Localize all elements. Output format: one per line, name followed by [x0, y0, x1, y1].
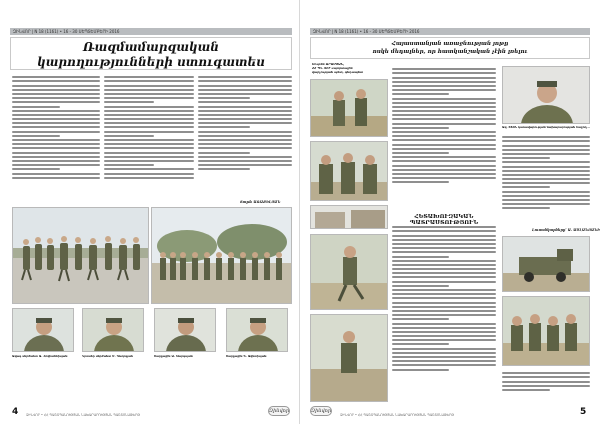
portrait-caption-4: Շարքային Գ. Ավետիսյան	[226, 355, 267, 358]
byline-line-2: ՀՀ ՊՆ ԶՈՒ սպորտային	[312, 67, 353, 70]
left-headline-line2: կարողությունների ստուգատես	[37, 55, 265, 69]
right-subheadline: ՀԵՏԱԽՈՒԶԱԿԱՆ ՊԱՏՐԱՍՏՈՒԹՅՈՒՆ	[409, 214, 479, 226]
field-training-photo	[310, 79, 388, 137]
marching-soldiers-photo	[12, 207, 149, 304]
portrait-caption-2: Կրտսեր սերժանտ Մ. Գևորգյան	[82, 355, 133, 358]
right-text-column-3	[392, 224, 496, 402]
formation-photo	[151, 207, 292, 304]
left-running-head: ԶԻՆՎՈՐ | N 18 (1161) • 16 - 30 ՍԵՊՏԵՄԲԵՐԻ 2016	[10, 28, 292, 35]
left-text-column-3	[198, 74, 292, 200]
left-text-column-1	[12, 74, 100, 200]
byline-line-3: վարչության պետ, գնդապետ	[312, 71, 364, 74]
team-photo	[502, 296, 590, 366]
right-page	[300, 0, 600, 424]
right-signature: Լուսանկարները՝ Ա. ԱՍԼԱՆՅԱՆԻ	[532, 228, 600, 232]
left-headline-line1: Ռազմամարզական	[83, 40, 219, 54]
obstacle-photo	[310, 314, 388, 402]
right-headline-line2: ոսկե մեդալներ, որ հատկանշական չէին լռելու	[372, 49, 528, 55]
portrait-caption-3: Շարքային Ա. Սարգսյան	[154, 355, 193, 358]
runner-photo	[310, 234, 388, 310]
right-page-number: 5	[580, 407, 587, 417]
officer-portrait-photo	[502, 66, 590, 124]
military-vehicle-photo	[502, 236, 590, 292]
left-signature: Տաթև ԱՌԱՔԵԼՅԱՆ	[240, 200, 281, 204]
buildings-photo	[310, 205, 388, 229]
portrait-photo-1	[12, 308, 74, 352]
right-text-column-1	[392, 66, 496, 208]
group-soldiers-photo	[310, 141, 388, 201]
left-logo: Զինվոր	[269, 408, 290, 414]
portrait-photo-3	[154, 308, 216, 352]
portrait-caption-1: Ավագ սերժանտ Ա. Հովհաննիսյան	[12, 355, 68, 358]
right-text-column-4	[502, 370, 590, 402]
left-headline-box	[10, 37, 292, 70]
portrait-photo-4	[226, 308, 288, 352]
right-headline-box	[310, 37, 590, 59]
right-logo: Զինվոր	[311, 408, 332, 414]
officer-portrait-caption: Ավ. ՇՏՈՆ կառավարության նախարարության հաջող...	[502, 126, 590, 129]
right-headline-line1: Հայաստանյան առաջնության յոթը	[391, 41, 509, 47]
right-running-head: ԶԻՆՎՈՐ | N 18 (1161) • 16 - 30 ՍԵՊՏԵՄԲԵՐԻ 2016	[310, 28, 590, 35]
right-footer: ԶԻՆՎՈՐ • ՀՀ ՊԱՇՏՊԱՆՈՒԹՅԱՆ ՆԱԽԱՐԱՐՈՒԹՅԱՆ ՊԱՇՏՈՆԱԹԵՐԹ	[340, 413, 454, 417]
right-text-column-2	[502, 134, 590, 226]
left-text-column-2	[104, 74, 194, 200]
byline-line-1: Սուրեն ԱՐԱՄՅԱՆ,	[312, 63, 345, 66]
left-footer: ԶԻՆՎՈՐ • ՀՀ ՊԱՇՏՊԱՆՈՒԹՅԱՆ ՆԱԽԱՐԱՐՈՒԹՅԱՆ ՊԱՇՏՈՆԱԹԵՐԹ	[26, 413, 140, 417]
left-page-number: 4	[12, 407, 19, 417]
portrait-photo-2	[82, 308, 144, 352]
